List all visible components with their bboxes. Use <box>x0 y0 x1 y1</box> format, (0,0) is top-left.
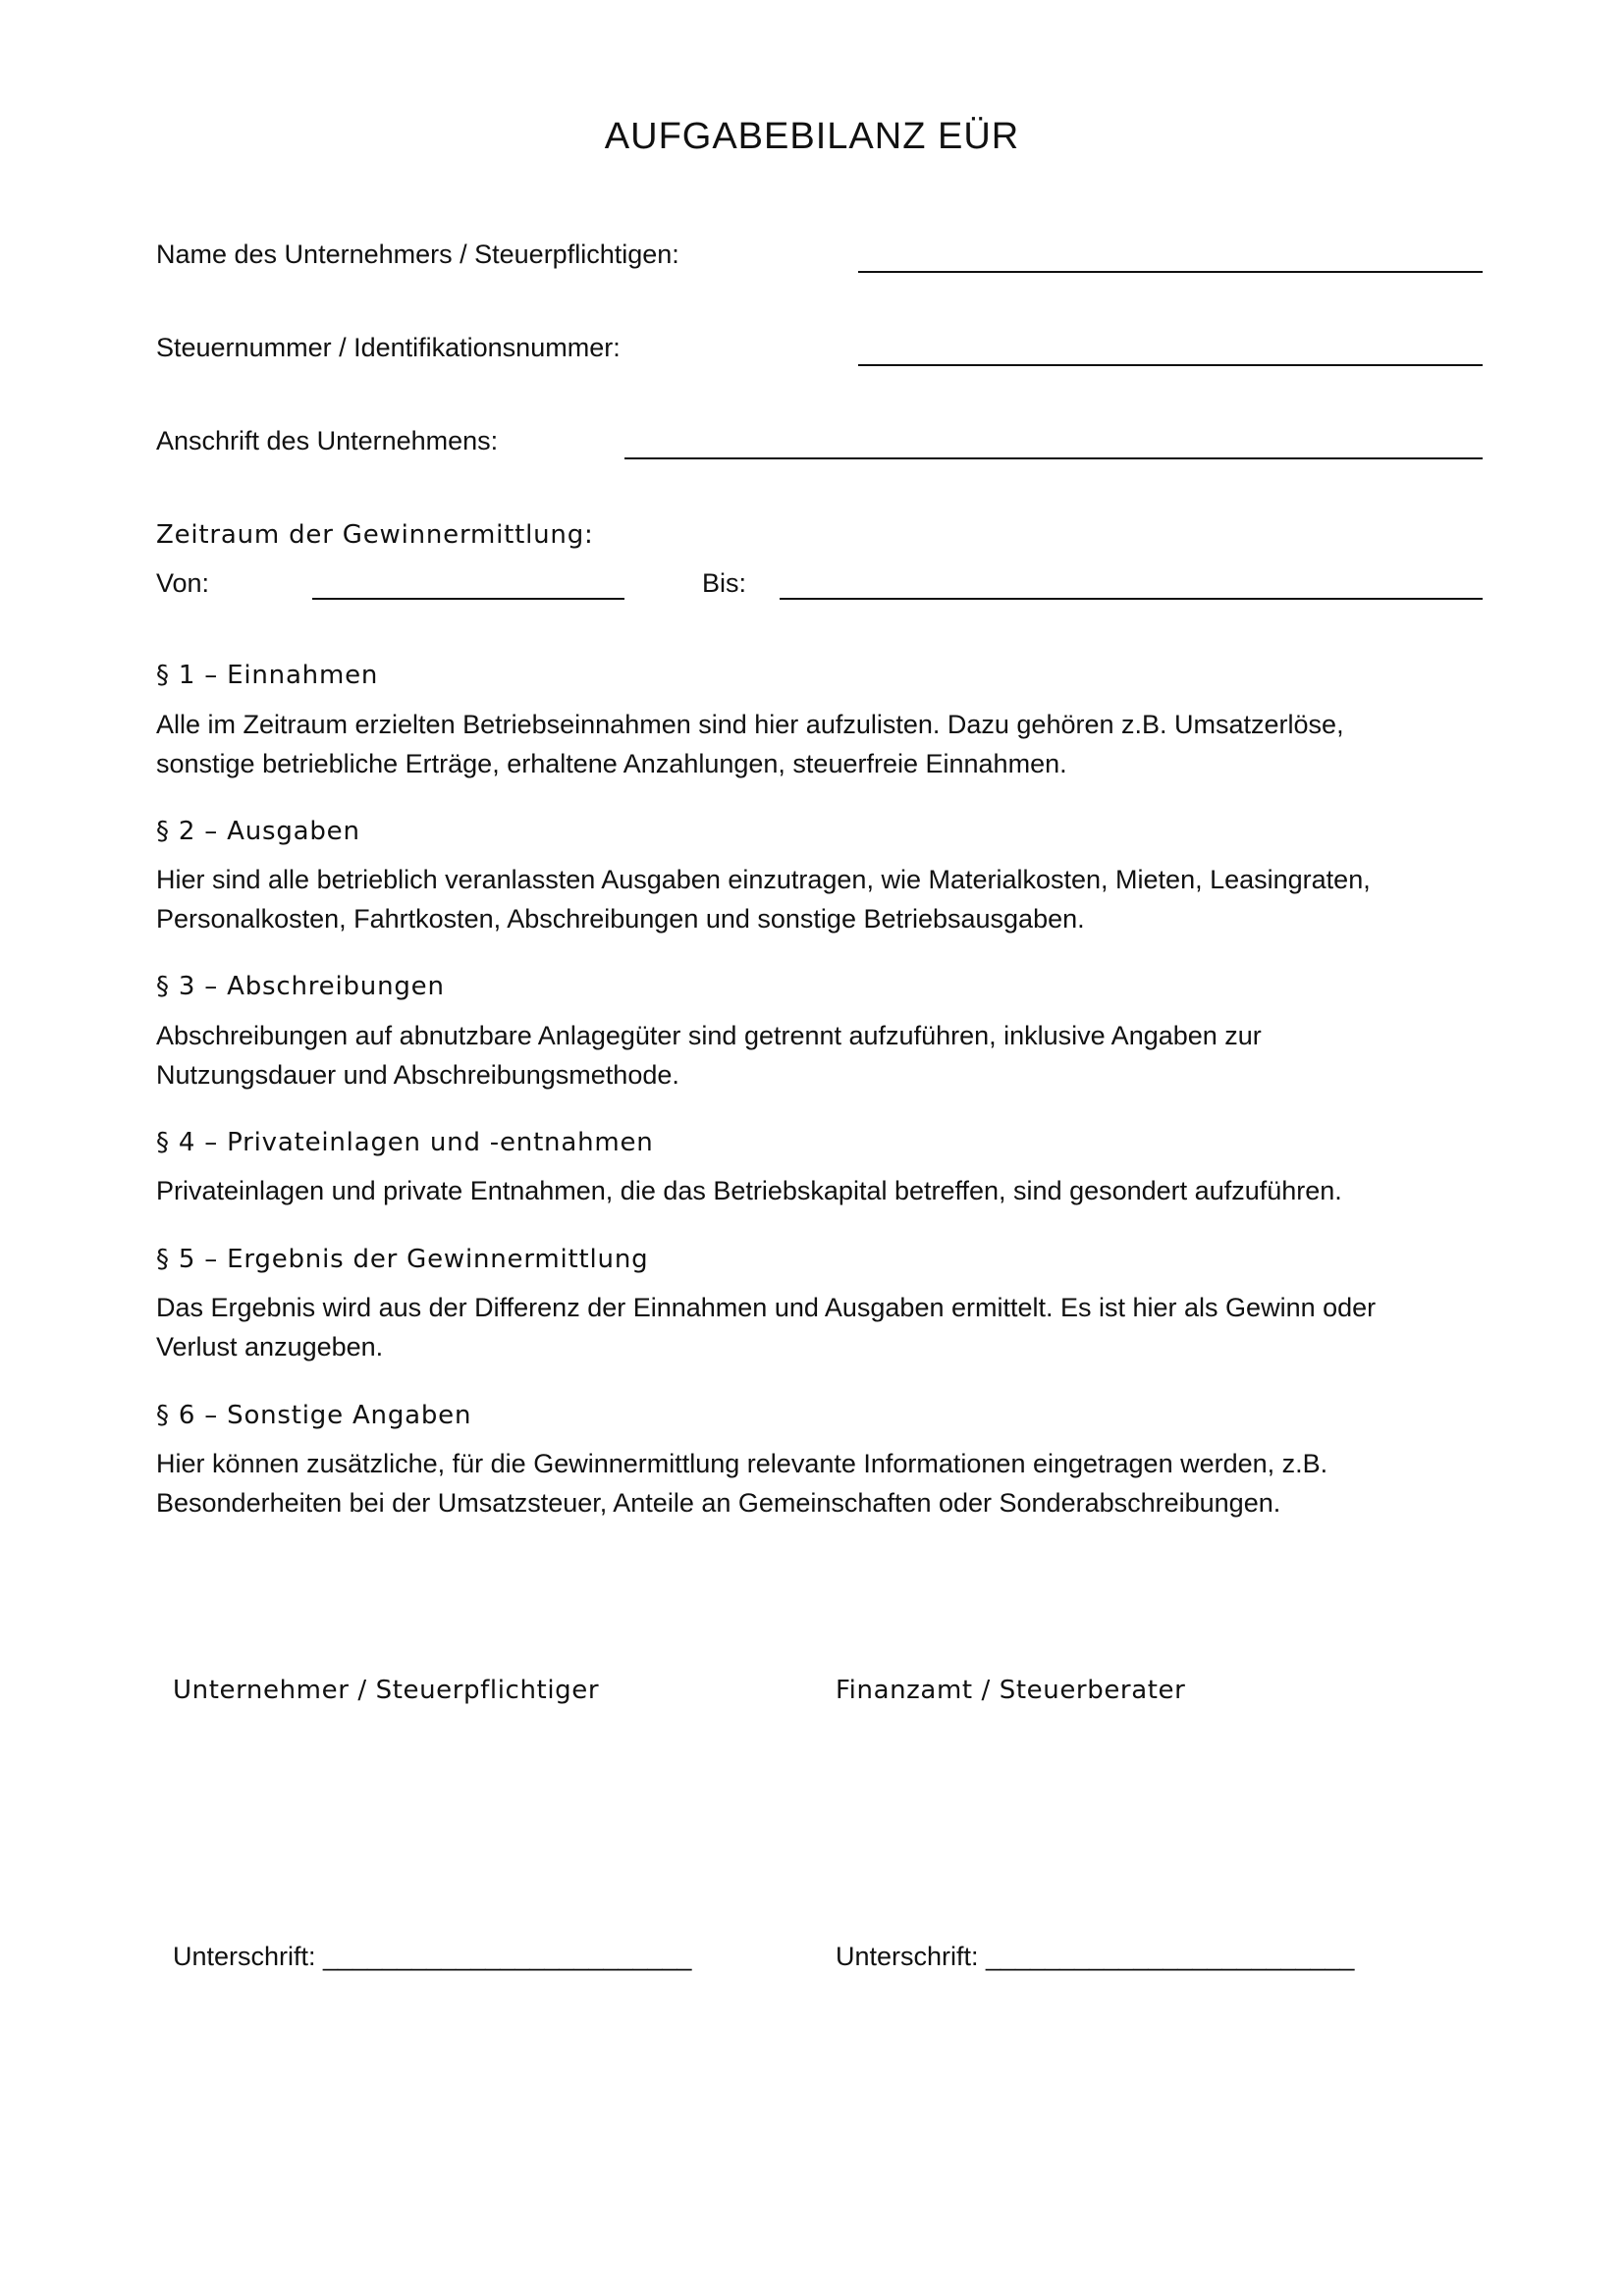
section-2-line-1: Hier sind alle betrieblich veranlassten Ausgaben einzutragen, wie Materialkosten, Mieten, Leasingraten, <box>156 865 1371 894</box>
section-6-text <box>156 1444 1521 1522</box>
section-4-text <box>156 1171 1521 1210</box>
signature-left-heading: Unternehmer / Steuerpflichtiger <box>173 1676 600 1705</box>
section-5-text <box>156 1288 1521 1366</box>
section-6-line-1: Hier können zusätzliche, für die Gewinnermittlung relevante Informationen eingetragen werden, z.B. <box>156 1449 1328 1478</box>
name-field-line[interactable] <box>858 271 1483 273</box>
section-1-heading: § 1 – Einnahmen <box>156 661 379 690</box>
signature-right-line[interactable]: Unterschrift: _________________________ <box>836 1942 1355 1971</box>
section-4-line-1: Privateinlagen und private Entnahmen, die das Betriebskapital betreffen, sind gesondert aufzuführen. <box>156 1176 1342 1205</box>
section-1-text <box>156 705 1521 783</box>
document-title: AUFGABEBILANZ EÜR <box>604 116 1020 157</box>
to-label: Bis: <box>702 568 747 598</box>
to-field-line[interactable] <box>780 598 1483 600</box>
section-3-heading: § 3 – Abschreibungen <box>156 972 445 1001</box>
section-5-heading: § 5 – Ergebnis der Gewinnermittlung <box>156 1245 649 1274</box>
from-label: Von: <box>156 568 210 598</box>
section-3-text <box>156 1016 1521 1095</box>
section-5-line-1: Das Ergebnis wird aus der Differenz der Einnahmen und Ausgaben ermittelt. Es ist hier als Gewinn oder <box>156 1293 1377 1322</box>
section-5-line-2: Verlust anzugeben. <box>156 1332 384 1362</box>
section-3-line-1: Abschreibungen auf abnutzbare Anlagegüter sind getrennt aufzuführen, inklusive Angaben zur <box>156 1021 1262 1050</box>
address-field-line[interactable] <box>624 457 1483 459</box>
section-6-heading: § 6 – Sonstige Angaben <box>156 1401 472 1430</box>
section-4-heading: § 4 – Privateinlagen und -entnahmen <box>156 1128 654 1157</box>
section-1-line-1: Alle im Zeitraum erzielten Betriebseinnahmen sind hier aufzulisten. Dazu gehören z.B. Umsatzerlöse, <box>156 710 1344 739</box>
tax-number-field-line[interactable] <box>858 364 1483 366</box>
from-field-line[interactable] <box>312 598 624 600</box>
section-2-heading: § 2 – Ausgaben <box>156 817 360 846</box>
section-6-line-2: Besonderheiten bei der Umsatzsteuer, Anteile an Gemeinschaften oder Sonderabschreibungen. <box>156 1488 1281 1518</box>
period-label: Zeitraum der Gewinnermittlung: <box>156 520 594 550</box>
section-1-line-2: sonstige betriebliche Erträge, erhaltene Anzahlungen, steuerfreie Einnahmen. <box>156 749 1067 778</box>
section-2-line-2: Personalkosten, Fahrtkosten, Abschreibungen und sonstige Betriebsausgaben. <box>156 904 1085 934</box>
name-label: Name des Unternehmers / Steuerpflichtigen: <box>156 240 679 269</box>
signature-left-line[interactable]: Unterschrift: _________________________ <box>173 1942 692 1971</box>
section-2-text <box>156 860 1521 938</box>
section-3-line-2: Nutzungsdauer und Abschreibungsmethode. <box>156 1060 679 1090</box>
address-label: Anschrift des Unternehmens: <box>156 426 499 455</box>
tax-number-label: Steuernummer / Identifikationsnummer: <box>156 333 621 362</box>
signature-right-heading: Finanzamt / Steuerberater <box>836 1676 1186 1705</box>
